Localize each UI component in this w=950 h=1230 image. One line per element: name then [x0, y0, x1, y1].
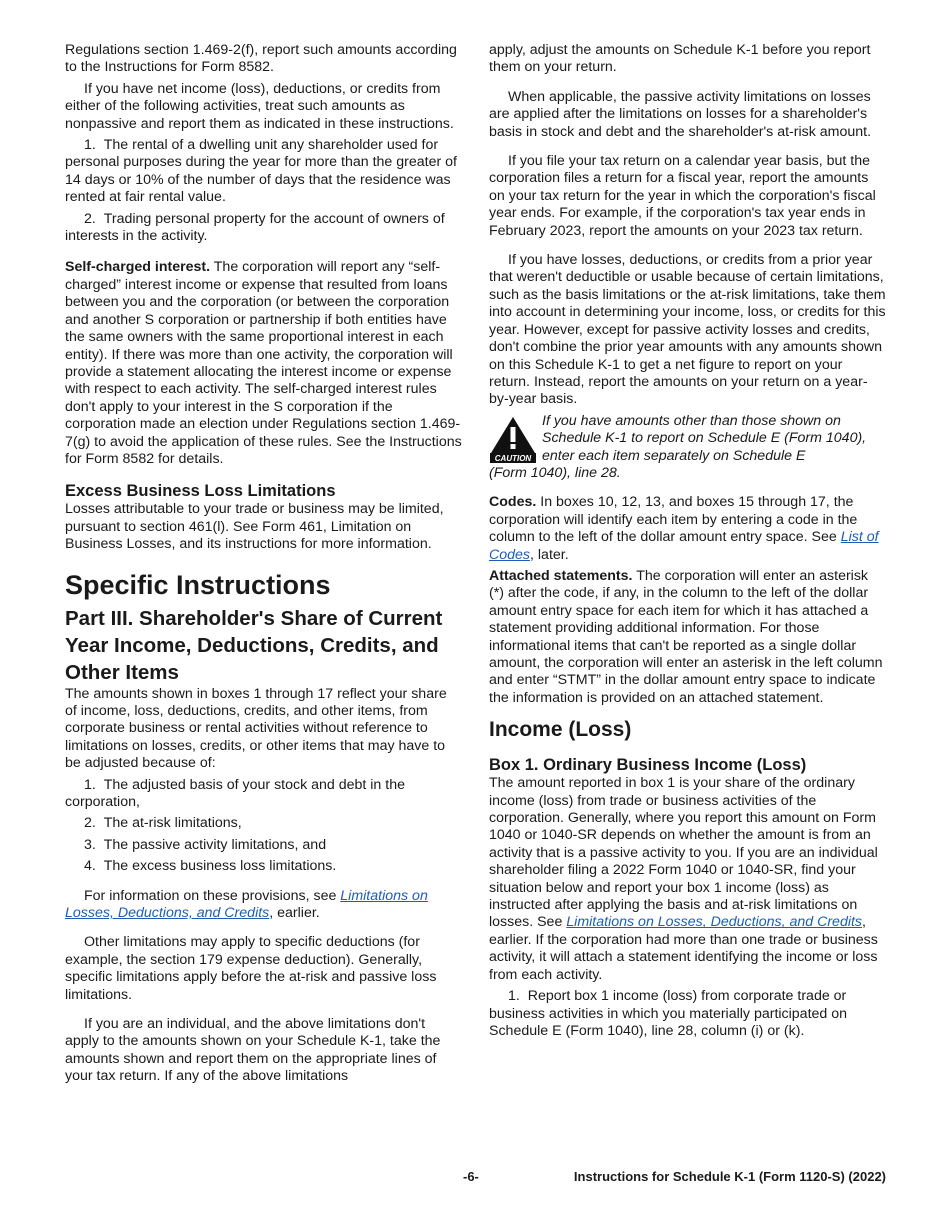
page-title: Specific Instructions [65, 569, 331, 600]
text: The amount reported in box 1 is your share of the ordinary income (loss) from trade or business activities of the corporation. Generally, where you report this amount on Form 1040 or 1040-SR depends on whether the amount is from an activity that is a passive activity to you. If you are an individual shareholder filing a 2022 Form 1040 or 1040-SR, find your situation below and report your box 1 income (loss) as instructed after applying the basis and at-risk limitations on losses. See [489, 775, 878, 931]
document-title: Instructions for Schedule K-1 (Form 1120-S) (2022) [573, 1169, 886, 1184]
self-charged-interest-paragraph [65, 259, 462, 468]
list-item: 1. The adjusted basis of your stock and debt in the corporation, [65, 776, 405, 810]
list-item: 4. The excess business loss limitations. [84, 858, 337, 875]
right-column [489, 42, 886, 1040]
paragraph: Losses attributable to your trade or business may be limited, pursuant to section 461(l). See Form 461, Limitation on Business Losses, and its instructions for more information. [65, 501, 444, 553]
list-item: 3. The passive activity limitations, and [84, 836, 327, 853]
subsection-heading: Box 1. Ordinary Business Income (Loss) [489, 756, 807, 775]
part-heading: Part III. Shareholder's Share of Current Year Income, Deductions, Credits, and Other Items [65, 606, 443, 684]
section-heading: Income (Loss) [489, 718, 632, 742]
paragraph [489, 775, 886, 984]
section-heading: Excess Business Loss Limitations [65, 482, 336, 501]
limitations-link[interactable]: Limitations on Losses, Deductions, and Credits [65, 887, 428, 922]
limitations-link[interactable]: Limitations on Losses, Deductions, and Credits [566, 914, 863, 931]
attached-statements-paragraph [489, 568, 886, 707]
text: , later. [530, 546, 569, 563]
paragraph [65, 888, 462, 923]
list-of-codes-link[interactable]: List of Codes [489, 529, 879, 563]
paragraph: If you have losses, deductions, or credits from a prior year that weren't deductible or usable because of certain limitations, such as the basis limitations or the at-risk limitations, take them into account in determining your income, loss, or credits for this year. However, except for passive activity losses and credits, don't combine the prior year amounts with any amounts shown on this Schedule K-1 to get a net figure to report on your return. Instead, report the amounts on your return on a year-by-year basis. [489, 252, 886, 408]
caution-text: If you have amounts other than those shown on Schedule K-1 to report on Schedule E (Form 1040), enter each item separately on Schedule E [542, 412, 867, 464]
codes-paragraph [489, 494, 886, 564]
caution-note [489, 413, 886, 483]
text: In boxes 10, 12, 13, and boxes 15 through 17, the corporation will identify each item by entering a code in the column to the left of the dollar amount entry space. See [489, 494, 858, 546]
left-column [65, 42, 462, 1086]
page-number: -6- [463, 1169, 479, 1184]
caution-label: CAUTION [494, 453, 532, 463]
run-in-heading: Codes. [489, 494, 537, 511]
paragraph: apply, adjust the amounts on Schedule K-1 before you report them on your return. [489, 42, 871, 76]
paragraph: If you are an individual, and the above limitations don't apply to the amounts shown on your Schedule K-1, take the amounts shown and report them on the appropriate lines of your tax return. If any of the above limitations [65, 1016, 441, 1085]
paragraph: If you file your tax return on a calendar year basis, but the corporation files a return for a fiscal year, report the amounts on your tax return for the year in which the corporation's fiscal year ends. For example, if the corporation's tax year ends in February 2023, report the amounts on your 2023 tax return. [489, 153, 876, 239]
paragraph: If you have net income (loss), deductions, or credits from either of the following activities, treat such amounts as nonpassive and report them as indicated in these instructions. [65, 80, 454, 132]
paragraph: The amounts shown in boxes 1 through 17 reflect your share of income, loss, deductions, credits, and other items, from corporate business or rental activities without reference to limitations on losses, credits, or other items that may have to be adjusted because of: [65, 685, 447, 772]
paragraph-text: The corporation will report any “self-charged” interest income or expense that resulted from loans between you and the corporation (or between the corporation and another S corporation or partnership if both entities have the same owners with the same proportional interest in each entity). If there was more than one activity, the corporation will provide a statement allocating the interest income or expense with respect to each activity. The self-charged interest rules don't apply to your interest in the S corporation if the corporation made an election under Regulations section 1.469-7(g) to avoid the application of these rules. See the Instructions for Form 8582 for details. [65, 259, 462, 467]
run-in-heading: Attached statements. [489, 567, 633, 584]
text: , earlier. If the corporation had more than one trade or business activity, it will attach a statement identifying the income or loss from each activity. [489, 914, 878, 983]
list-item: 1. The rental of a dwelling unit any shareholder used for personal purposes during the year for more than the greater of 14 days or 10% of the number of days that the residence was rented at fair rental value. [65, 137, 457, 206]
paragraph: Regulations section 1.469-2(f), report such amounts according to the Instructions for Form 8582. [65, 42, 457, 76]
text: , earlier. [269, 905, 320, 922]
caution-text-continued: (Form 1040), line 28. [489, 464, 621, 481]
paragraph: When applicable, the passive activity limitations on losses are applied after the limitations on losses for a shareholder's basis in stock and debt and the shareholder's at-risk amount. [489, 88, 872, 140]
text: The corporation will enter an asterisk (*) after the code, if any, in the column to the left of the dollar amount entry space for each item for which it has attached a statement providing additional information. For those informational items that can't be reported as a single dollar amount, the corporation will enter an asterisk in the left column and enter “STMT” in the dollar amount entry space to indicate the information is provided on an attached statement. [489, 567, 883, 706]
paragraph: Other limitations may apply to specific deductions (for example, the section 179 expense deduction). Generally, specific limitations apply before the at-risk and passive loss limitations. [65, 934, 437, 1003]
list-item: 1. Report box 1 income (loss) from corporate trade or business activities in which you materially participated on Schedule E (Form 1040), line 28, column (i) or (k). [489, 988, 848, 1039]
text: For information on these provisions, see [84, 887, 341, 904]
run-in-heading: Self-charged interest. [65, 259, 211, 276]
list-item: 2. The at-risk limitations, [84, 815, 242, 832]
list-item: 2. Trading personal property for the account of owners of interests in the activity. [65, 210, 445, 245]
caution-icon [489, 415, 537, 463]
